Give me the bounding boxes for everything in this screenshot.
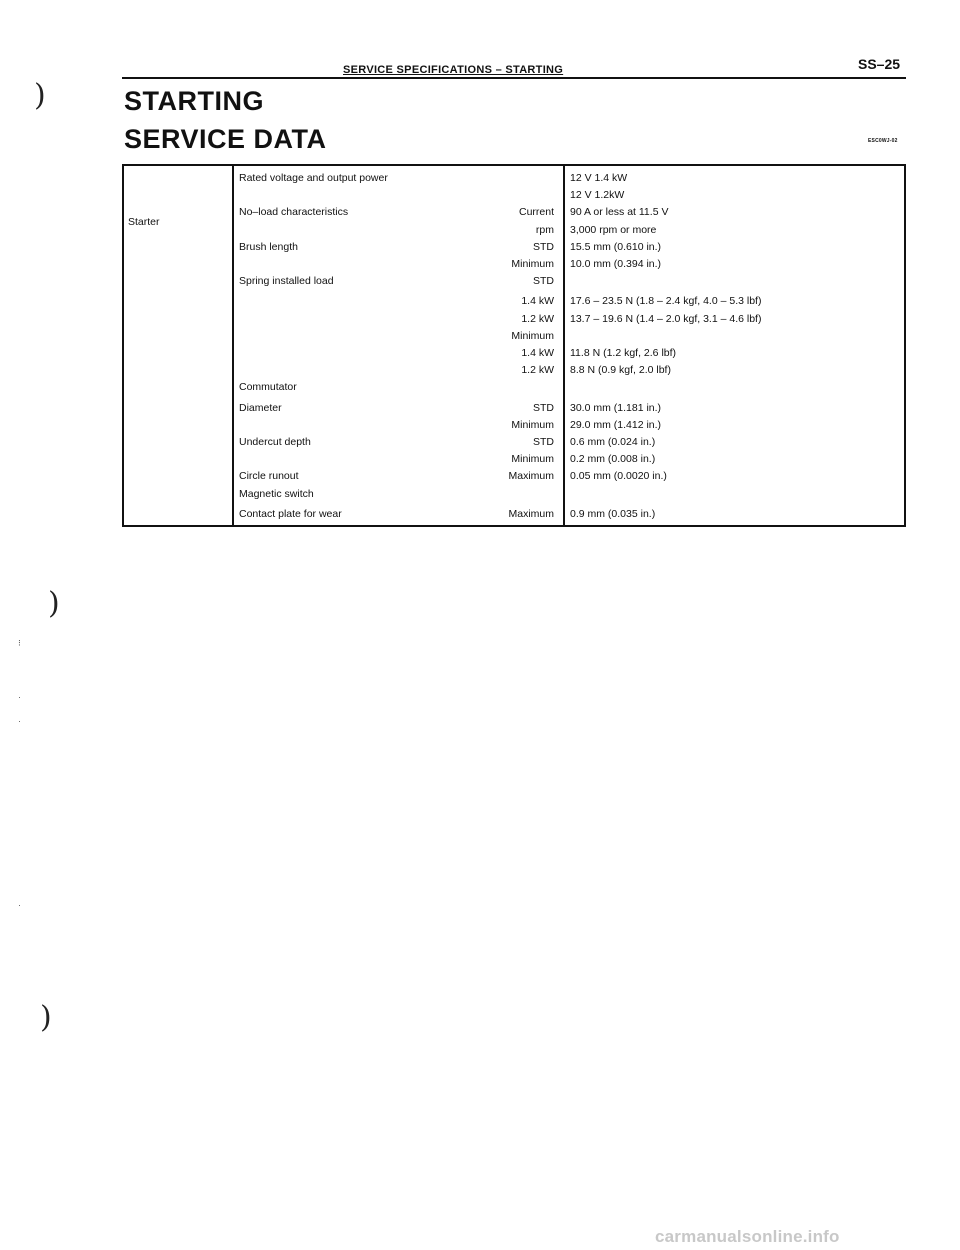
spec-item: No–load characteristics: [239, 206, 349, 219]
column-divider-value: [563, 166, 565, 525]
spec-condition: Minimum: [511, 453, 554, 466]
running-header: SERVICE SPECIFICATIONS – STARTING: [343, 64, 564, 76]
spec-item: Magnetic switch: [239, 487, 314, 500]
header-rule: [122, 77, 906, 79]
spec-value: 8.8 N (0.9 kgf, 2.0 lbf): [570, 364, 671, 377]
spec-value: 3,000 rpm or more: [570, 223, 657, 236]
spec-value: 12 V 1.2kW: [570, 189, 625, 202]
binder-mark: ): [34, 78, 46, 113]
spec-value: 12 V 1.4 kW: [570, 172, 628, 184]
spec-condition: Current: [518, 206, 554, 219]
spec-value: 29.0 mm (1.412 in.): [570, 418, 662, 431]
spec-item: Spring installed load: [239, 275, 334, 288]
scan-speck: ·: [18, 716, 21, 726]
spec-value: 0.05 mm (0.0020 in.): [570, 470, 667, 483]
watermark-text: carmanualsonline.info: [655, 1227, 840, 1246]
binder-mark: ): [48, 586, 60, 621]
spec-condition: Maximum: [508, 470, 554, 483]
column-divider-component: [232, 166, 234, 525]
spec-value: 15.5 mm (0.610 in.): [570, 240, 662, 253]
spec-condition: 1.2 kW: [521, 312, 554, 325]
spec-condition: STD: [533, 436, 554, 448]
document-reference: ESC0WJ-02: [868, 138, 898, 144]
spec-condition: 1.2 kW: [521, 364, 554, 377]
spec-condition: Maximum: [508, 507, 554, 520]
spec-condition: 1.4 kW: [521, 295, 554, 308]
spec-value: 30.0 mm (1.181 in.): [570, 401, 662, 414]
component-label: Starter: [128, 216, 160, 228]
spec-condition: Minimum: [511, 258, 554, 270]
spec-item: Brush length: [239, 240, 298, 253]
spec-value: 0.6 mm (0.024 in.): [570, 436, 656, 448]
service-data-table: [122, 164, 906, 527]
spec-condition: 1.4 kW: [521, 347, 554, 359]
spec-item: Diameter: [239, 401, 282, 414]
scan-speck: ·: [18, 900, 21, 910]
spec-item: Contact plate for wear: [239, 507, 342, 520]
spec-condition: Minimum: [511, 418, 554, 431]
scan-speck: ·: [18, 692, 21, 702]
spec-condition: STD: [533, 275, 554, 288]
binder-mark: ): [40, 1000, 52, 1035]
spec-value: 0.2 mm (0.008 in.): [570, 453, 656, 466]
section-title: STARTING: [124, 86, 264, 116]
subsection-title: SERVICE DATA: [124, 124, 327, 154]
spec-value: 90 A or less at 11.5 V: [570, 206, 669, 219]
spec-value: 10.0 mm (0.394 in.): [570, 258, 662, 270]
spec-value: 13.7 – 19.6 N (1.4 – 2.0 kgf, 3.1 – 4.6 lbf): [570, 312, 762, 325]
spec-condition: STD: [533, 401, 554, 414]
spec-item: Undercut depth: [239, 436, 311, 448]
spec-item: Commutator: [239, 381, 297, 394]
spec-condition: rpm: [535, 223, 554, 236]
spec-value: 17.6 – 23.5 N (1.8 – 2.4 kgf, 4.0 – 5.3 lbf): [570, 295, 762, 308]
spec-item: Circle runout: [239, 470, 299, 483]
spec-item: Rated voltage and output power: [239, 172, 388, 184]
spec-value: 11.8 N (1.2 kgf, 2.6 lbf): [570, 347, 677, 359]
spec-condition: Minimum: [511, 329, 554, 342]
spec-condition: STD: [533, 240, 554, 253]
page-code: SS–25: [858, 56, 901, 72]
spec-value: 0.9 mm (0.035 in.): [570, 507, 656, 520]
scan-speck: ⁝: [18, 638, 21, 648]
